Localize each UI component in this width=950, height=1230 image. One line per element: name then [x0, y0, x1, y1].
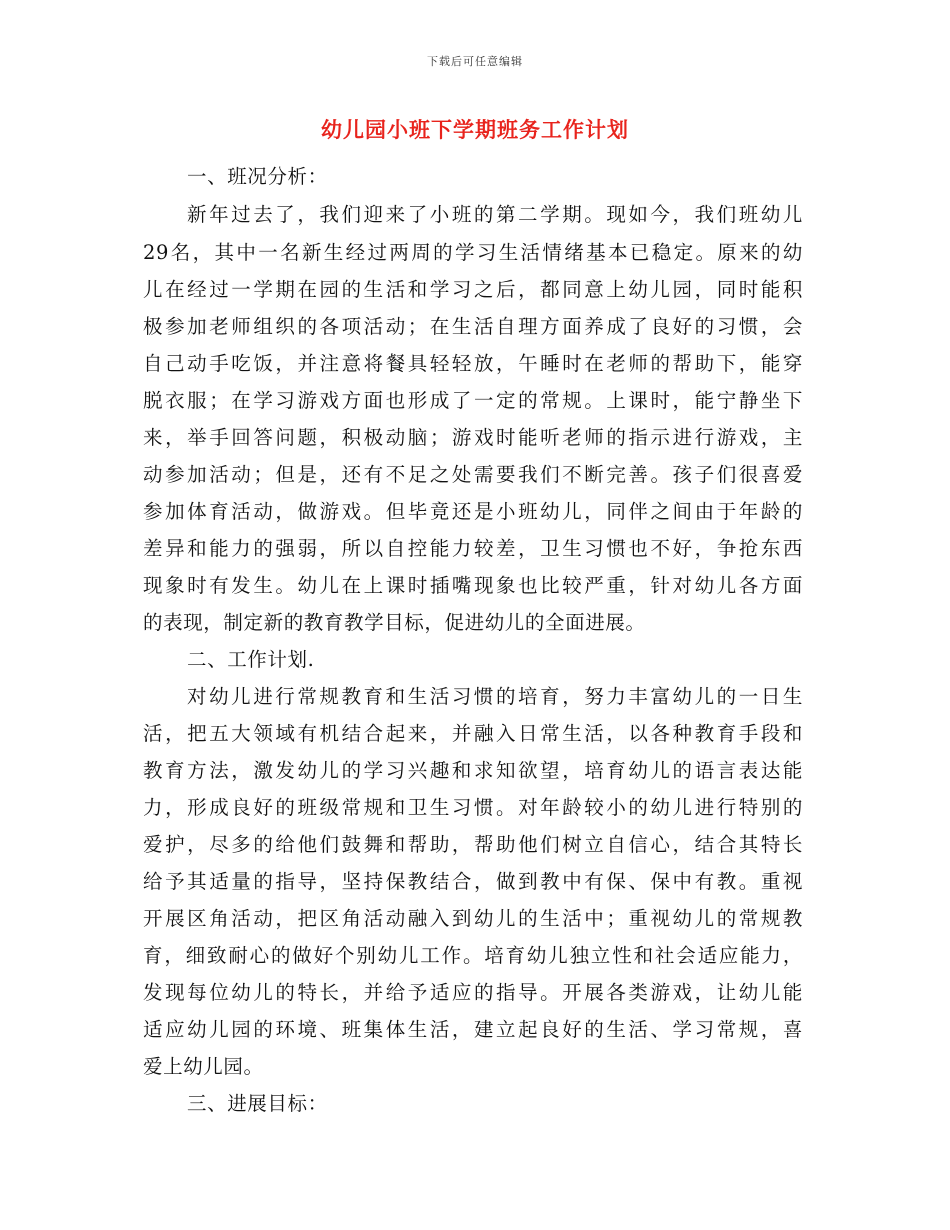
paragraph-line: 爱上幼儿园。 — [143, 1055, 264, 1078]
paragraph-line: 来，举手回答问题，积极动脑；游戏时能听老师的指示进行游戏，主 — [143, 426, 803, 449]
paragraph-line: 参加体育活动，做游戏。但毕竟还是小班幼儿，同伴之间由于年龄的 — [143, 500, 803, 523]
paragraph-line: 自己动手吃饭，并注意将餐具轻轻放，午睡时在老师的帮助下，能穿 — [143, 352, 803, 375]
document-title: 幼儿园小班下学期班务工作计划 — [321, 117, 629, 142]
paragraph-line: 力，形成良好的班级常规和卫生习惯。对年龄较小的幼儿进行特别的 — [143, 796, 803, 819]
paragraph-line: 开展区角活动，把区角活动融入到幼儿的生活中；重视幼儿的常规教 — [143, 907, 803, 930]
paragraph-line: 差异和能力的强弱，所以自控能力较差，卫生习惯也不好，争抢东西 — [143, 537, 803, 560]
paragraph-line: 的表现，制定新的教育教学目标，促进幼儿的全面进展。 — [143, 611, 646, 634]
paragraph-line: 育，细致耐心的做好个别幼儿工作。培育幼儿独立性和社会适应能力， — [143, 944, 803, 967]
paragraph-line: 活，把五大领域有机结合起来，并融入日常生活，以各种教育手段和 — [143, 722, 803, 745]
section-heading-2: 二、工作计划. — [187, 648, 315, 671]
header-note: 下载后可任意编辑 — [427, 55, 523, 68]
paragraph-line: 儿在经过一学期在园的生活和学习之后，都同意上幼儿园，同时能积 — [143, 278, 803, 301]
paragraph-line: 脱衣服；在学习游戏方面也形成了一定的常规。上课时，能宁静坐下 — [143, 389, 803, 412]
section-heading-1: 一、班况分析： — [187, 165, 328, 188]
paragraph-line: 适应幼儿园的环境、班集体生活，建立起良好的生活、学习常规，喜 — [143, 1018, 803, 1041]
paragraph-line: 教育方法，激发幼儿的学习兴趣和求知欲望，培育幼儿的语言表达能 — [143, 759, 803, 782]
paragraph-line: 现象时有发生。幼儿在上课时插嘴现象也比较严重，针对幼儿各方面 — [143, 574, 803, 597]
paragraph-line: 爱护，尽多的给他们鼓舞和帮助，帮助他们树立自信心，结合其特长 — [143, 833, 803, 856]
section-heading-3: 三、进展目标： — [187, 1092, 328, 1115]
paragraph-line: 发现每位幼儿的特长，并给予适应的指导。开展各类游戏，让幼儿能 — [143, 981, 803, 1004]
paragraph-line: 极参加老师组织的各项活动；在生活自理方面养成了良好的习惯，会 — [143, 315, 803, 338]
paragraph-line: 对幼儿进行常规教育和生活习惯的培育，努力丰富幼儿的一日生 — [187, 685, 803, 708]
paragraph-line: 动参加活动；但是，还有不足之处需要我们不断完善。孩子们很喜爱 — [143, 463, 803, 486]
paragraph-line: 29名，其中一名新生经过两周的学习生活情绪基本已稳定。原来的幼 — [143, 241, 803, 264]
paragraph-line: 新年过去了，我们迎来了小班的第二学期。现如今，我们班幼儿 — [187, 203, 803, 226]
paragraph-line: 给予其适量的指导，坚持保教结合，做到教中有保、保中有教。重视 — [143, 870, 803, 893]
